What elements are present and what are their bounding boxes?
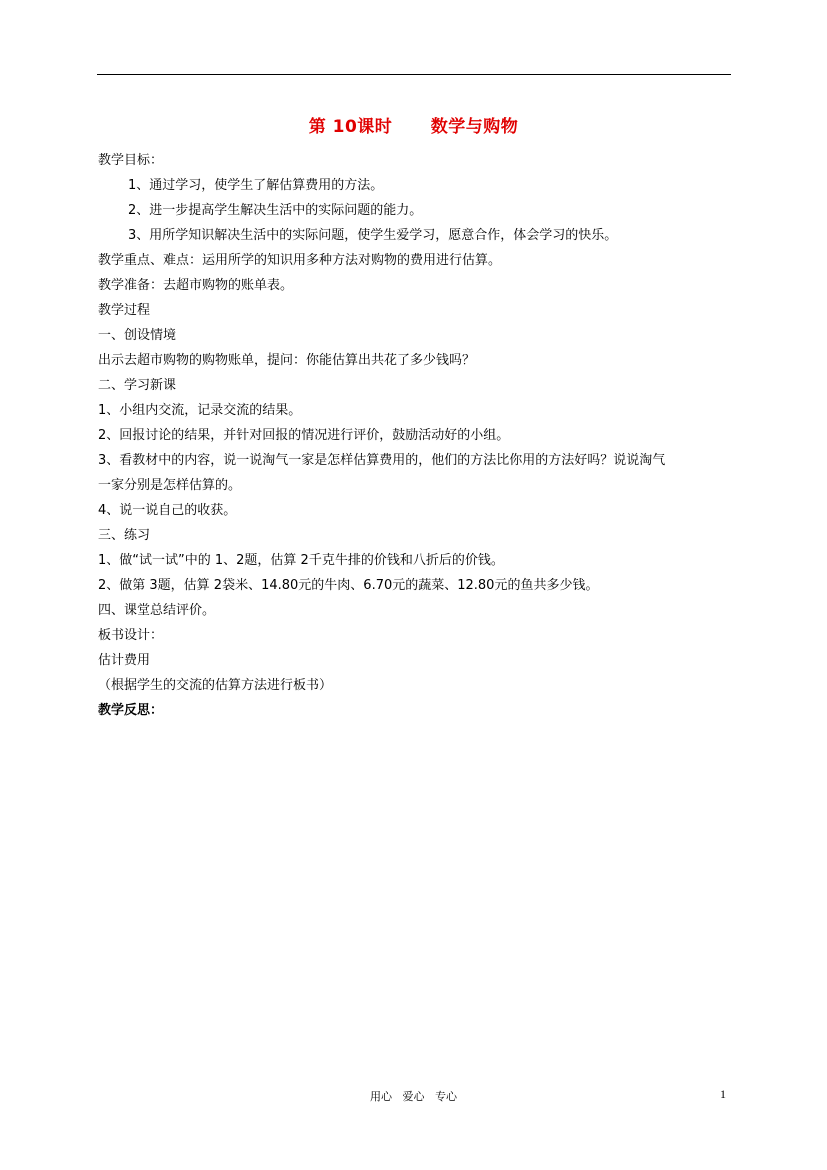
objective-item-2: 2、进一步提高学生解决生活中的实际问题的能力。 — [128, 203, 423, 218]
practice-item-2: 2、做第 3题，估算 2袋米、14.80元的牛肉、6.70元的蔬菜、12.80元的鱼共多少钱。 — [98, 578, 599, 593]
footer-slogan: 用心 爱心 专心 — [370, 1090, 457, 1103]
section-heading-reflection: 教学反思： — [98, 703, 164, 718]
board-design-note: （根据学生的交流的估算方法进行板书） — [98, 678, 333, 693]
key-points-paragraph: 教学重点、难点：运用所学的知识用多种方法对购物的费用进行估算。 — [98, 253, 502, 268]
section-heading-new-lesson: 二、学习新课 — [98, 378, 177, 393]
section-heading-situation: 一、创设情境 — [98, 328, 177, 343]
section-heading-board-design: 板书设计： — [98, 628, 164, 643]
new-lesson-item-3-continued: 一家分别是怎样估算的。 — [98, 478, 242, 493]
lesson-title: 第 10课时 数学与购物 — [308, 117, 519, 137]
situation-paragraph: 出示去超市购物的购物账单，提问：你能估算出共花了多少钱吗？ — [98, 353, 476, 368]
objective-item-1: 1、通过学习，使学生了解估算费用的方法。 — [128, 178, 384, 193]
header-rule — [97, 74, 731, 75]
new-lesson-item-2: 2、回报讨论的结果，并针对回报的情况进行评价，鼓励活动好的小组。 — [98, 428, 510, 443]
new-lesson-item-1: 1、小组内交流，记录交流的结果。 — [98, 403, 302, 418]
section-heading-objectives: 教学目标： — [98, 153, 164, 168]
new-lesson-item-4: 4、说一说自己的收获。 — [98, 503, 237, 518]
lesson-body — [98, 148, 732, 723]
section-heading-summary: 四、课堂总结评价。 — [98, 603, 216, 618]
section-heading-process: 教学过程 — [98, 303, 151, 318]
preparation-paragraph: 教学准备：去超市购物的账单表。 — [98, 278, 294, 293]
practice-item-1: 1、做“试一试”中的 1、2题，估算 2千克牛排的价钱和八折后的价钱。 — [98, 553, 504, 568]
board-design-title: 估计费用 — [98, 653, 151, 668]
new-lesson-item-3: 3、看教材中的内容，说一说淘气一家是怎样估算费用的，他们的方法比你用的方法好吗？说说淘气 — [98, 453, 666, 468]
section-heading-practice: 三、练习 — [98, 528, 151, 543]
page-number: 1 — [720, 1087, 726, 1101]
objective-item-3: 3、用所学知识解决生活中的实际问题，使学生爱学习，愿意合作，体会学习的快乐。 — [128, 228, 618, 243]
